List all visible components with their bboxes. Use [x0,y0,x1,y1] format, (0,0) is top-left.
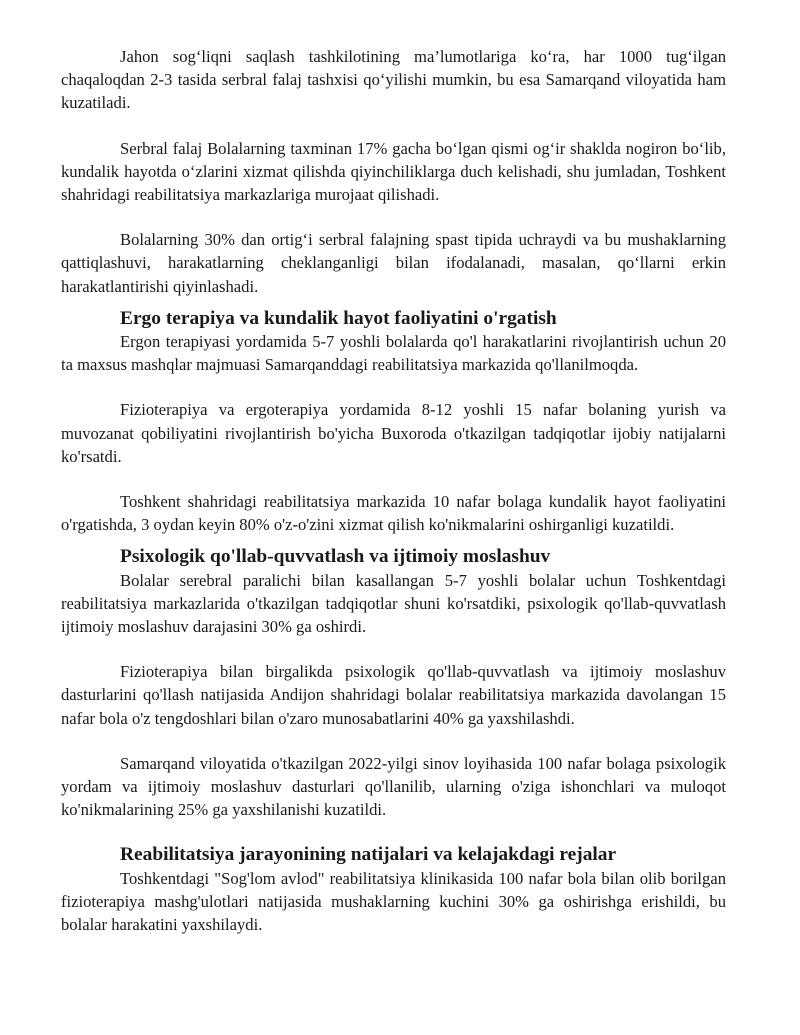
paragraph-disability-share: Serbral falaj Bolalarning taxminan 17% gacha bo‘lgan qismi og‘ir shaklda nogiron bo‘lib, kundalik hayotda o‘zlarini xizmat qilishda qiyinchiliklarga duch kelishadi, shu jumladan, Toshkent shahridagi reabilitatsiya markazlariga murojaat qilishadi. [61,138,726,205]
heading-ergotherapy: Ergo terapiya va kundalik hayot faoliyatini o'rgatish [120,307,557,329]
heading-rehabilitation-results: Reabilitatsiya jarayonining natijalari va kelajakdagi rejalar [120,844,617,866]
paragraph-samarkand-pilot: Samarqand viloyatida o'tkazilgan 2022-yilgi sinov loyihasida 100 nafar bolaga psixologik yordam va ijtimoiy moslashuv dasturlari qo'llanilib, ularning o'ziga ishonchlari va muloqot ko'nikmalarining 25% ga yaxshilanishi kuzatildi. [61,753,726,820]
document-body [61,45,726,936]
paragraph-tashkent-psych-study: Bolalar serebral paralichi bilan kasallangan 5-7 yoshli bolalar uchun Toshkentdagi reabilitatsiya markazlarida o'tkazilgan tadqiqotlar shuni ko'rsatdiki, psixologik qo'llab-quvvatlash ijtimoiy moslashuv darajasini 30% ga oshirdi. [61,570,726,637]
paragraph-andijan-results: Fizioterapiya bilan birgalikda psixologik qo'llab-quvvatlash va ijtimoiy moslashuv dasturlarini qo'llash natijasida Andijon shahridagi bolalar reabilitatsiya markazida davolangan 15 nafar bola o'z tengdoshlari bilan o'zaro munosabatlarini 40% ga yaxshilashdi. [61,662,726,728]
paragraph-spastic-type: Bolalarning 30% dan ortig‘i serbral falajning spast tipida uchraydi va bu mushaklarning qattiqlashuvi, harakatlarning cheklanganligi bilan ifodalanadi, masalan, qo‘llarni erkin harakatlantirishi qiyinlashadi. [61,230,726,296]
paragraph-who-statistics: Jahon sog‘liqni saqlash tashkilotining ma’lumotlariga ko‘ra, har 1000 tug‘ilgan chaqaloqdan 2-3 tasida serbral falaj tashxisi qo‘yilishi mumkin, bu esa Samarqand viloyatida ham kuzatiladi. [61,47,726,113]
paragraph-ergotherapy-exercises: Ergon terapiyasi yordamida 5-7 yoshli bolalarda qo'l harakatlarini rivojlantirish uchun 20 ta maxsus mashqlar majmuasi Samarqanddagi reabilitatsiya markazida qo'llanilmoqda. [61,332,726,375]
paragraph-sog-lom-avlod-clinic: Toshkentdagi "Sog'lom avlod" reabilitatsiya klinikasida 100 nafar bola bilan olib borilgan fizioterapiya mashg'ulotlari natijasida mushaklarning kuchini 30% ga oshirishga erishildi, bu bolalar harakatini yaxshilaydi. [61,868,726,935]
heading-psychological-support: Psixologik qo'llab-quvvatlash va ijtimoiy moslashuv [120,546,551,568]
paragraph-bukhara-study: Fizioterapiya va ergoterapiya yordamida 8-12 yoshli 15 nafar bolaning yurish va muvozanat qobiliyatini rivojlantirish bo'yicha Buxoroda o'tkazilgan tadqiqotlar ijobiy natijalarni ko'rsatdi. [61,400,726,466]
paragraph-tashkent-daily-skills: Toshkent shahridagi reabilitatsiya markazida 10 nafar bolaga kundalik hayot faoliyatini o'rgatishda, 3 oydan keyin 80% o'z-o'zini xizmat qilish ko'nikmalarini oshirganligi kuzatildi. [61,492,726,535]
